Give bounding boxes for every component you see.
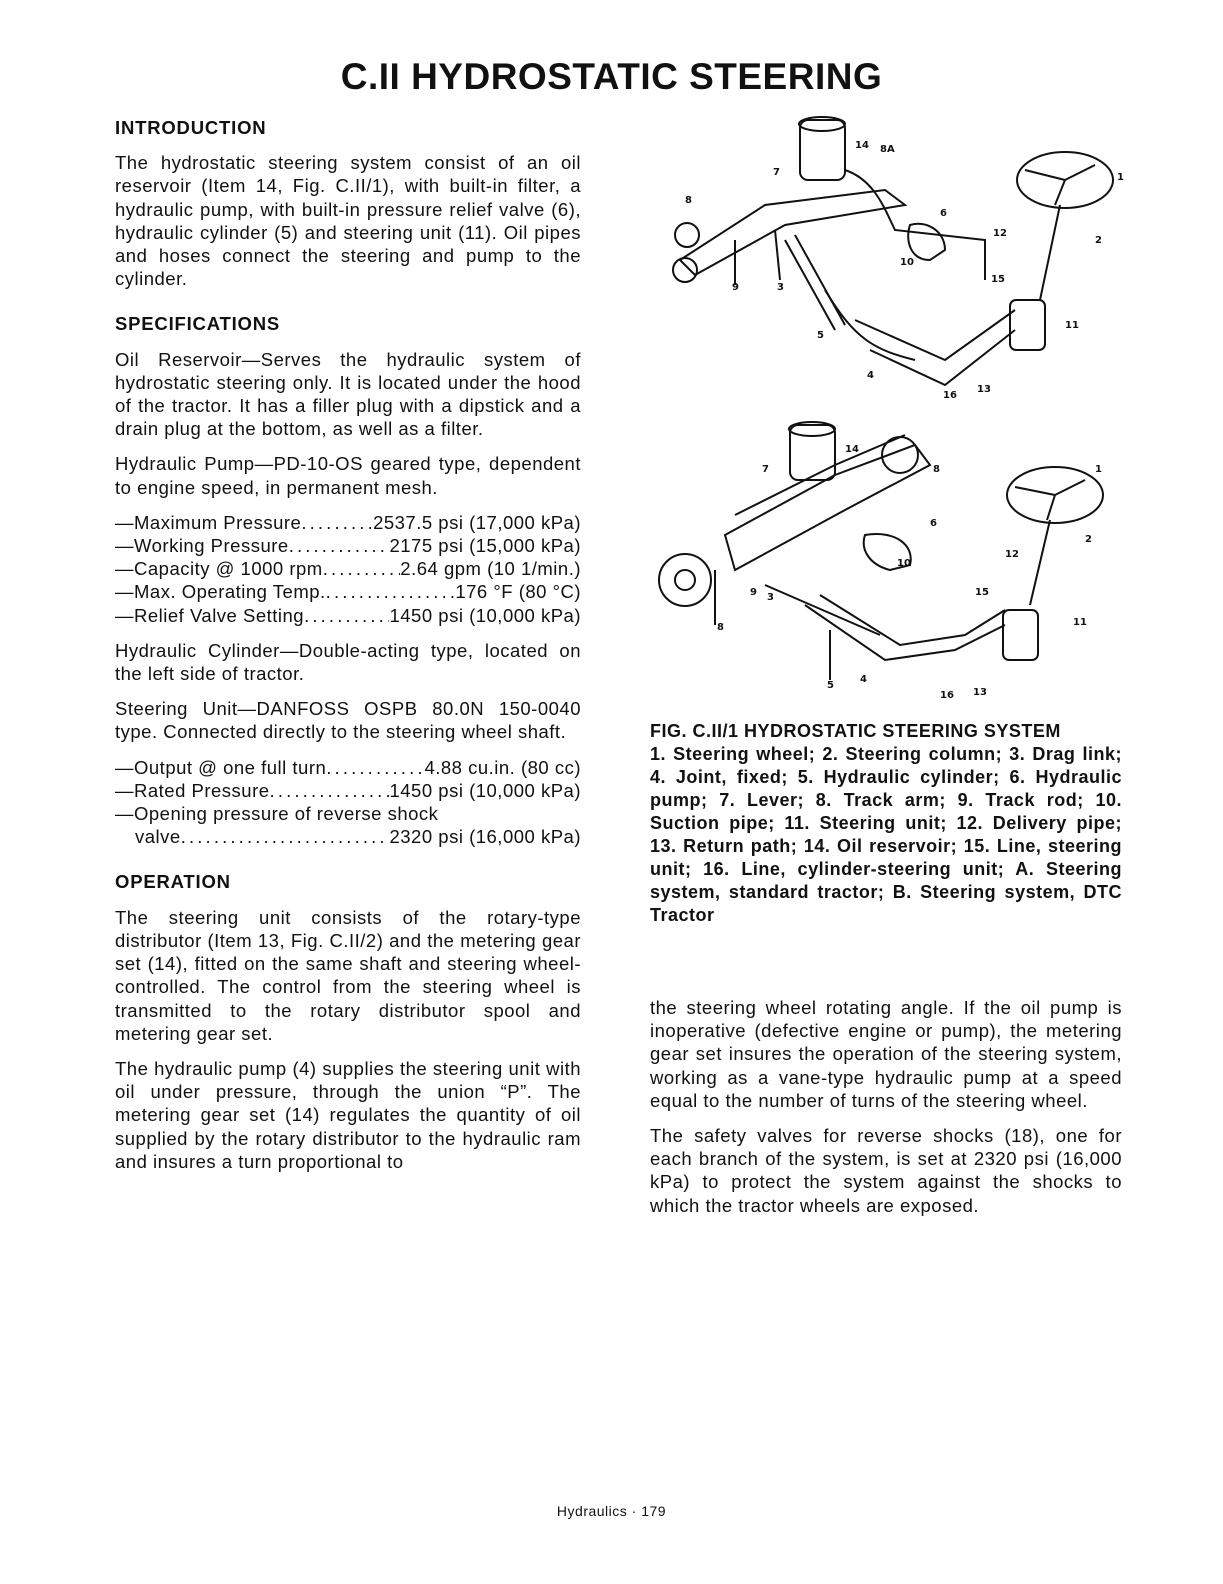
svg-text:5: 5	[817, 330, 824, 341]
svg-text:1: 1	[1117, 172, 1124, 183]
spec-row: —Rated Pressure . . . 1450 psi (10,000 kPa)	[115, 779, 581, 802]
svg-text:1: 1	[1095, 464, 1102, 475]
svg-text:10: 10	[900, 257, 914, 268]
operation-paragraph: The steering unit consists of the rotary-type distributor (Item 13, Fig. C.II/2) and the metering gear set (14), fitted on the same shaft and steering wheel-controlled. The control from the steering wheel is transmitted to the rotary distributor spool and metering gear set.	[115, 906, 581, 1044]
svg-text:2: 2	[1095, 235, 1102, 246]
svg-text:6: 6	[940, 208, 947, 219]
introduction-heading: INTRODUCTION	[115, 117, 267, 138]
left-column	[115, 116, 581, 1185]
svg-text:15: 15	[991, 274, 1005, 285]
svg-text:4: 4	[867, 370, 874, 381]
svg-text:8A: 8A	[880, 144, 895, 155]
svg-text:16: 16	[940, 690, 954, 701]
figure-caption	[650, 720, 1122, 927]
page-footer: Hydraulics · 179	[556, 1503, 667, 1519]
spec-row: —Maximum Pressure . . . 2537.5 psi (17,000 kPa)	[115, 511, 581, 534]
svg-text:15: 15	[975, 587, 989, 598]
svg-text:3: 3	[767, 592, 774, 603]
drawing-a	[673, 117, 1113, 385]
spec-row: valve . . . 2320 psi (16,000 kPa)	[115, 825, 581, 848]
steering-unit-text: Steering Unit—DANFOSS OSPB 80.0N 150-0040 type. Connected directly to the steering wheel shaft.	[115, 698, 581, 743]
svg-text:9: 9	[750, 587, 757, 598]
specifications-heading: SPECIFICATIONS	[115, 313, 281, 335]
svg-text:14: 14	[845, 444, 859, 455]
svg-text:12: 12	[993, 228, 1007, 239]
figure-caption-text: 1. Steering wheel; 2. Steering column; 3. Drag link; 4. Joint, fixed; 5. Hydraulic cylinder; 6. Hydraulic pump; 7. Lever; 8. Track arm; 9. Track rod; 10. Suction pipe; 11. Steering unit; 12. Delivery pipe; 13. Return path; 14. Oil reservoir; 15. Line, steering unit; 16. Line, cylinder-steering unit; A. Steering system, standard tractor; B. Steering system, DTC Tractor	[650, 744, 1122, 925]
operation-paragraph: The hydraulic pump (4) supplies the steering unit with oil under pressure, through the union “P”. The metering gear set (14) regulates the quantity of oil supplied by the rotary distributor to the hydraulic ram and insures a turn proportional to	[115, 1057, 581, 1172]
svg-text:10: 10	[897, 558, 911, 569]
svg-text:8: 8	[685, 195, 692, 206]
svg-text:6: 6	[930, 518, 937, 529]
unit-specs-list	[115, 756, 581, 849]
cylinder-text: Hydraulic Cylinder—Double-acting type, located on the left side of tractor.	[115, 639, 581, 685]
svg-text:7: 7	[773, 167, 780, 178]
spec-row: —Max. Operating Temp. . . . 176 °F (80 °C)	[115, 580, 581, 603]
svg-text:11: 11	[1065, 320, 1079, 331]
svg-text:16: 16	[943, 390, 957, 401]
svg-text:5: 5	[827, 680, 834, 691]
pump-text: Hydraulic Pump—PD-10-OS geared type, dependent to engine speed, in permanent mesh.	[115, 453, 581, 498]
svg-text:8: 8	[933, 464, 940, 475]
right-column	[650, 996, 1122, 1229]
svg-text:7: 7	[762, 464, 769, 475]
svg-text:9: 9	[732, 282, 739, 293]
page-title: C.II HYDROSTATIC STEERING	[340, 56, 883, 97]
figure-caption-title: FIG. C.II/1 HYDROSTATIC STEERING SYSTEM	[650, 721, 1061, 741]
svg-text:2: 2	[1085, 534, 1092, 545]
svg-text:12: 12	[1005, 549, 1019, 560]
steering-system-figure	[655, 110, 1125, 710]
svg-text:13: 13	[973, 687, 987, 698]
spec-row: —Working Pressure . . . 2175 psi (15,000 kPa)	[115, 534, 581, 557]
svg-text:4: 4	[860, 674, 867, 685]
spec-row: —Opening pressure of reverse shock	[115, 803, 439, 825]
operation-heading: OPERATION	[115, 871, 231, 893]
svg-text:3: 3	[777, 282, 784, 293]
drawing-b	[659, 422, 1103, 680]
operation-paragraph: The safety valves for reverse shocks (18), one for each branch of the system, is set at 2320 psi (16,000 kPa) to protect the system against the shocks to which the tractor wheels are exposed.	[650, 1125, 1122, 1216]
operation-paragraph: the steering wheel rotating angle. If the oil pump is inoperative (defective engine or pump), the metering gear set insures the operation of the steering system, working as a vane-type hydraulic pump at a speed equal to the number of turns of the steering wheel.	[650, 997, 1122, 1111]
introduction-text: The hydrostatic steering system consist of an oil reservoir (Item 14, Fig. C.II/1), with built-in filter, a hydraulic pump, with built-in pressure relief valve (6), hydraulic cylinder (5) and steering unit (11). Oil pipes and hoses connect the steering and pump to the cylinder.	[115, 152, 581, 290]
svg-text:13: 13	[977, 384, 991, 395]
pump-specs-list	[115, 511, 581, 627]
spec-row: —Capacity @ 1000 rpm . . . 2.64 gpm (10 1/min.)	[115, 557, 581, 580]
svg-text:8: 8	[717, 622, 724, 633]
oil-reservoir-text: Oil Reservoir—Serves the hydraulic system of hydrostatic steering only. It is located under the hood of the tractor. It has a filler plug with a dipstick and a drain plug at the bottom, as well as a filter.	[115, 348, 581, 440]
spec-row: —Relief Valve Setting . . . 1450 psi (10,000 kPa)	[115, 604, 581, 627]
spec-row: —Output @ one full turn . . . 4.88 cu.in. (80 cc)	[115, 756, 581, 779]
svg-text:11: 11	[1073, 617, 1087, 628]
svg-text:14: 14	[855, 140, 869, 151]
